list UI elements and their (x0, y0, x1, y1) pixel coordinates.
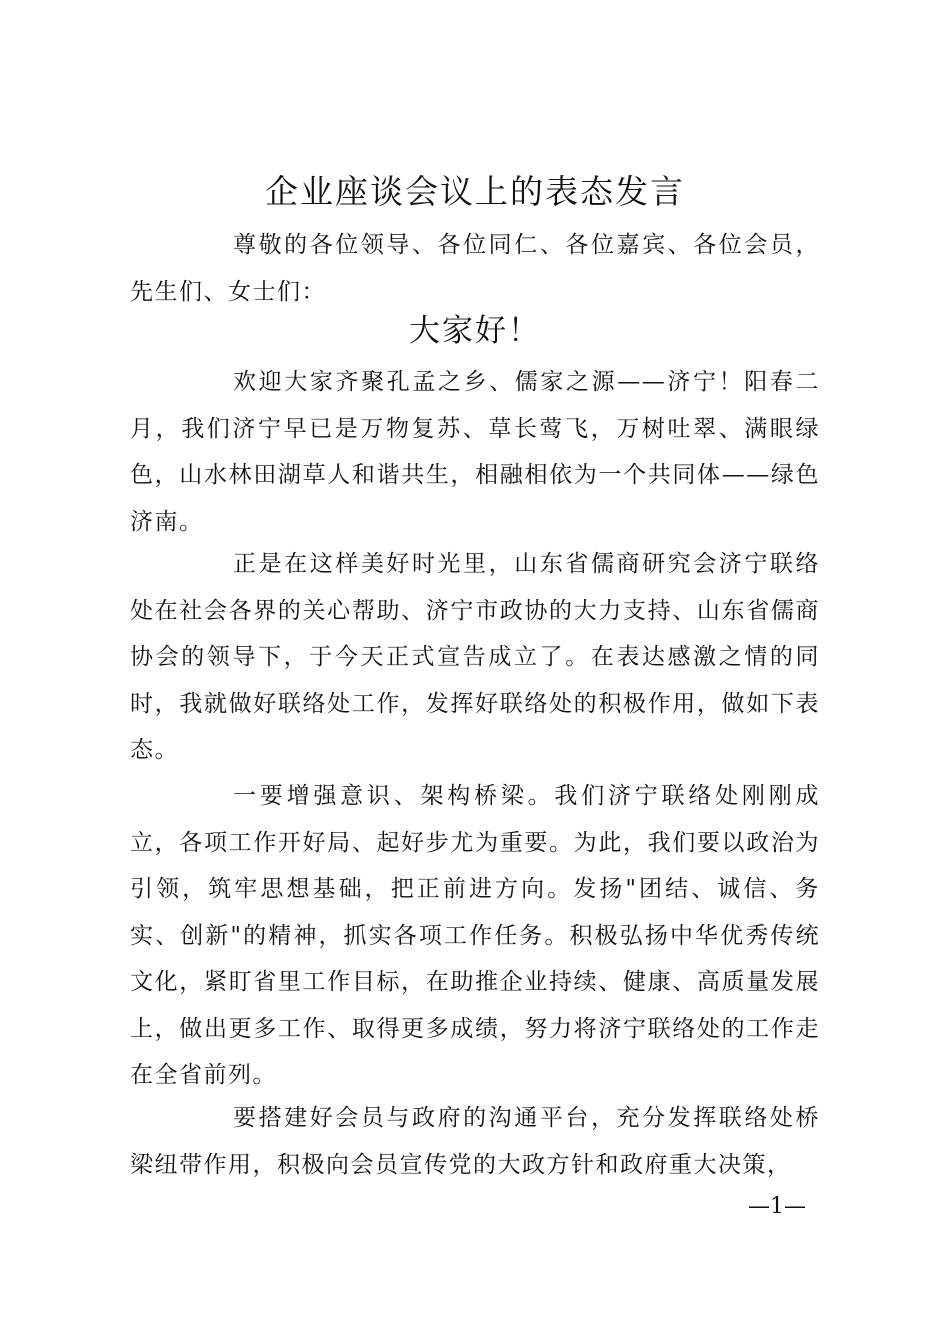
salutation: 尊敬的各位领导、各位同仁、各位嘉宾、各位会员，先生们、女士们： (130, 232, 820, 305)
paragraph-first-commitment: 一要增强意识、架构桥梁。我们济宁联络处刚刚成立，各项工作开好局、起好步尤为重要。为此，我们要以政治为引领，筑牢思想基础，把正前进方向。发扬"团结、诚信、务实、创新"的精神，抓实各项工作任务。积极弘扬中华优秀传统文化，紧盯省里工作目标，在助推企业持续、健康、高质量发展上，做出更多工作、取得更多成绩，努力将济宁联络处的工作走在全省前列。 (130, 783, 820, 1088)
greeting: 大家好！ (409, 313, 541, 349)
page-title: 企业座谈会议上的表态发言 (265, 172, 685, 211)
paragraph-establishment: 正是在这样美好时光里，山东省儒商研究会济宁联络处在社会各界的关心帮助、济宁市政协的大力支持、山东省儒商协会的领导下，于今天正式宣告成立了。在表达感激之情的同时，我就做好联络处工作，发挥好联络处的积极作用，做如下表态。 (130, 551, 820, 763)
paragraph-welcome: 欢迎大家齐聚孔孟之乡、儒家之源——济宁！阳春二月，我们济宁早已是万物复苏、草长莺飞，万树吐翠、满眼绿色，山水林田湖草人和谐共生，相融相依为一个共同体——绿色济南。 (130, 369, 820, 535)
paragraph-platform: 要搭建好会员与政府的沟通平台，充分发挥联络处桥梁纽带作用，积极向会员宣传党的大政方针和政府重大决策， (130, 1105, 820, 1178)
page-number: —1— (748, 1194, 806, 1219)
